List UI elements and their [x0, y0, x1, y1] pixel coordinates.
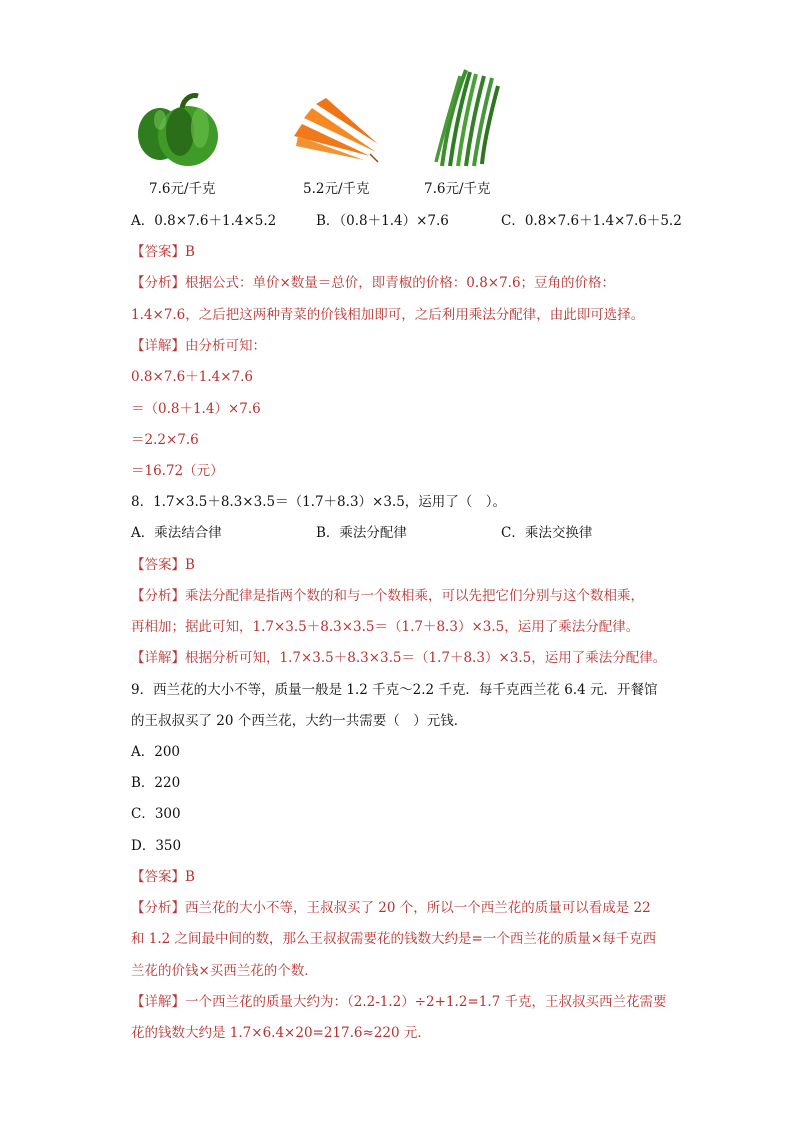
detail-text: 花的钱数大约是 1.7×6.4×20=217.6≈220 元． [131, 1025, 431, 1041]
calc-step: ＝（0.8＋1.4）×7.6 [131, 401, 261, 417]
option-c: C．0.8×7.6＋1.4×7.6＋5.2 [501, 213, 682, 229]
calc-step: ＝2.2×7.6 [131, 432, 199, 448]
analysis-line [131, 274, 615, 292]
answer-line [131, 243, 195, 261]
answer-value: B [185, 557, 195, 573]
detail-tag: 【详解】 [131, 650, 185, 666]
carrots-image [290, 96, 382, 166]
price-label: 5.2元/千克 [303, 181, 370, 197]
option-b: B．（0.8＋1.4）×7.6 [316, 213, 449, 229]
analysis-text: 1.4×7.6，之后把这两种青菜的价钱相加即可，之后利用乘法分配律，由此即可选择。 [131, 307, 645, 323]
detail-tag: 【详解】 [131, 994, 185, 1010]
answer-line [131, 868, 195, 886]
analysis-tag: 【分析】 [131, 275, 185, 291]
green-beans-image [432, 66, 504, 170]
detail-line [131, 337, 266, 355]
answer-tag: 【答案】 [131, 557, 185, 573]
option-c: C．乘法交换律 [501, 525, 593, 541]
analysis-text: 西兰花的大小不等，王叔叔买了 20 个，所以一个西兰花的质量可以看成是 22 [185, 900, 651, 916]
calc-step: ＝16.72（元） [131, 463, 224, 479]
detail-text: 一个西兰花的质量大约为：（2.2-1.2）÷2+1.2=1.7 千克，王叔叔买西兰花需要 [185, 994, 667, 1010]
analysis-text: 再相加；据此可知，1.7×3.5＋8.3×3.5＝（1.7＋8.3）×3.5，运用了乘法分配律。 [131, 619, 640, 635]
analysis-text: 乘法分配律是指两个数的和与一个数相乘，可以先把它们分别与这个数相乘， [185, 588, 644, 604]
analysis-line [131, 899, 651, 917]
option-a: A．乘法结合律 [131, 525, 222, 541]
question-stem: 8．1.7×3.5＋8.3×3.5＝（1.7＋8.3）×3.5，运用了（ ）。 [131, 494, 507, 510]
detail-tag: 【详解】 [131, 338, 185, 354]
detail-line [131, 649, 666, 667]
option-d: D．350 [131, 838, 182, 854]
price-label: 7.6元/千克 [424, 181, 491, 197]
analysis-text: 和 1.2 之间最中间的数，那么王叔叔需要花的钱数大约是=一个西兰花的质量×每千克西 [131, 931, 657, 947]
answer-value: B [185, 244, 195, 260]
detail-text: 由分析可知： [185, 338, 266, 354]
option-c: C．300 [131, 806, 181, 822]
answer-tag: 【答案】 [131, 869, 185, 885]
answer-value: B [185, 869, 195, 885]
answer-tag: 【答案】 [131, 244, 185, 260]
calc-step: 0.8×7.6＋1.4×7.6 [131, 369, 254, 385]
detail-text: 根据分析可知，1.7×3.5＋8.3×3.5＝（1.7＋8.3）×3.5，运用了乘法分配律。 [185, 650, 667, 666]
question-stem: 9．西兰花的大小不等，质量一般是 1.2 千克～2.2 千克．每千克西兰花 6.4 元．开餐馆 [131, 682, 658, 698]
option-a: A．200 [131, 744, 181, 760]
price-label: 7.6元/千克 [149, 181, 216, 197]
answer-line [131, 556, 195, 574]
detail-line [131, 993, 667, 1011]
analysis-text: 兰花的价钱×买西兰花的个数． [131, 963, 318, 979]
question-stem: 的王叔叔买了 20 个西兰花，大约一共需要（ ）元钱． [131, 713, 468, 729]
green-pepper-image [132, 92, 226, 170]
analysis-tag: 【分析】 [131, 900, 185, 916]
analysis-tag: 【分析】 [131, 588, 185, 604]
analysis-text: 根据公式：单价×数量＝总价，即青椒的价格：0.8×7.6；豆角的价格： [185, 275, 616, 291]
analysis-line [131, 587, 644, 605]
option-b: B．220 [131, 775, 181, 791]
option-a: A．0.8×7.6＋1.4×5.2 [131, 213, 277, 229]
option-b: B．乘法分配律 [316, 525, 407, 541]
